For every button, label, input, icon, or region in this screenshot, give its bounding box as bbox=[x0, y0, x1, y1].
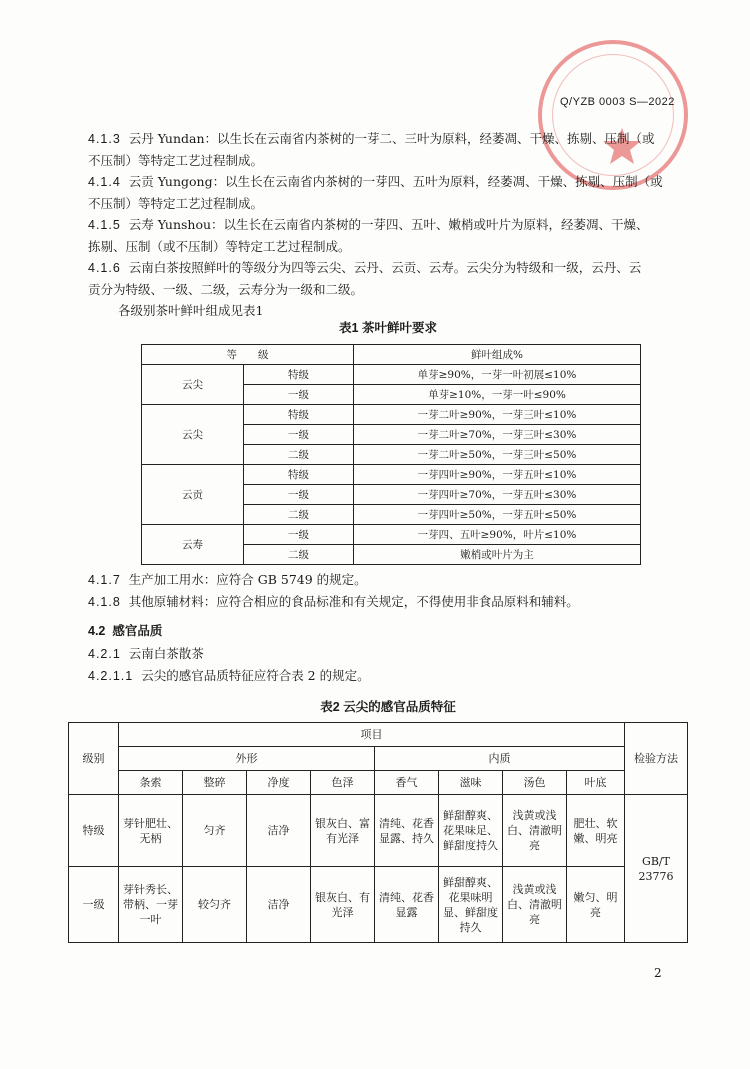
t1-level: 特级 bbox=[244, 405, 354, 425]
t2-cell: 嫩匀、明亮 bbox=[567, 867, 625, 943]
t1-value: 嫩梢或叶片为主 bbox=[354, 545, 641, 565]
t1-level: 二级 bbox=[244, 505, 354, 525]
clause-413-cont: 不压制）等特定工艺过程制成。 bbox=[88, 153, 264, 168]
t2-cell: 鲜甜醇爽、花果味足、鲜甜度持久 bbox=[439, 795, 503, 867]
t1-group-name: 云尖 bbox=[142, 405, 244, 465]
table2 bbox=[68, 722, 688, 943]
clause-415-cont: 拣剔、压制（或不压制）等特定工艺过程制成。 bbox=[88, 239, 351, 254]
t2-header-method: 检验方法 bbox=[625, 723, 688, 795]
t1-level: 特级 bbox=[244, 465, 354, 485]
t2-cell: 洁净 bbox=[247, 867, 311, 943]
t2-cell: 洁净 bbox=[247, 795, 311, 867]
t2-col-evenness: 整碎 bbox=[183, 771, 247, 795]
clause-414-cont: 不压制）等特定工艺过程制成。 bbox=[88, 196, 264, 211]
t1-level: 二级 bbox=[244, 545, 354, 565]
clause-418: 4.1.8 其他原辅材料：应符合相应的食品标准和有关规定，不得使用非食品原料和辅料。 bbox=[88, 594, 579, 609]
doc-number: Q/YZB 0003 S—2022 bbox=[560, 96, 675, 108]
t2-col-taste: 滋味 bbox=[439, 771, 503, 795]
t2-cell: 银灰白、富有光泽 bbox=[311, 795, 375, 867]
t1-value: 一芽二叶≥50%，一芽三叶≤50% bbox=[354, 445, 641, 465]
t2-cell: 清纯、花香显露 bbox=[375, 867, 439, 943]
t2-cell: 芽针秀长、带柄、一芽一叶 bbox=[119, 867, 183, 943]
section-42-heading: 4.2 感官品质 bbox=[88, 624, 163, 638]
table2-caption: 表2 云尖的感官品质特征 bbox=[320, 700, 456, 714]
t2-cell: 银灰白、有光泽 bbox=[311, 867, 375, 943]
t1-value: 单芽≥90%，一芽一叶初展≤10% bbox=[354, 365, 641, 385]
t1-level: 一级 bbox=[244, 485, 354, 505]
t1-value: 一芽二叶≥70%，一芽三叶≤30% bbox=[354, 425, 641, 445]
t1-level: 特级 bbox=[244, 365, 354, 385]
t2-header-item: 项目 bbox=[119, 723, 625, 747]
table1 bbox=[141, 344, 641, 565]
t2-row-grade: 特级 bbox=[69, 795, 119, 867]
t1-level: 二级 bbox=[244, 445, 354, 465]
t2-cell: 清纯、花香显露、持久 bbox=[375, 795, 439, 867]
clause-416: 4.1.6 云南白茶按照鲜叶的等级分为四等云尖、云丹、云贡、云寿。云尖分为特级和一级，云丹、云 bbox=[88, 260, 642, 275]
t1-level: 一级 bbox=[244, 525, 354, 545]
t1-header-grade: 等 级 bbox=[142, 345, 354, 365]
t2-header-quality: 内质 bbox=[375, 747, 625, 771]
clause-417: 4.1.7 生产加工用水：应符合 GB 5749 的规定。 bbox=[88, 572, 367, 587]
t1-value: 一芽二叶≥90%，一芽三叶≤10% bbox=[354, 405, 641, 425]
clause-421: 4.2.1 云南白茶散茶 bbox=[88, 646, 204, 661]
t2-row-grade: 一级 bbox=[69, 867, 119, 943]
t2-col-shape: 条索 bbox=[119, 771, 183, 795]
table1-caption: 表1 茶叶鲜叶要求 bbox=[339, 321, 437, 335]
t1-value: 一芽四叶≥70%，一芽五叶≤30% bbox=[354, 485, 641, 505]
clause-4211: 4.2.1.1 云尖的感官品质特征应符合表 2 的规定。 bbox=[88, 668, 370, 683]
t2-cell: 浅黄或浅白、清澈明亮 bbox=[503, 795, 567, 867]
t1-group-name: 云贡 bbox=[142, 465, 244, 525]
t1-value: 一芽四叶≥90%，一芽五叶≤10% bbox=[354, 465, 641, 485]
clause-415: 4.1.5 云寿 Yunshou：以生长在云南省内茶树的一芽四、五叶、嫩梢或叶片为原料，经萎凋、干燥、 bbox=[88, 217, 649, 232]
t2-method: GB/T 23776 bbox=[625, 795, 688, 943]
t2-cell: 匀齐 bbox=[183, 795, 247, 867]
t2-col-liquor: 汤色 bbox=[503, 771, 567, 795]
t1-level: 一级 bbox=[244, 385, 354, 405]
clauses-block-2 bbox=[88, 569, 688, 613]
t2-cell: 肥壮、软嫩、明亮 bbox=[567, 795, 625, 867]
t2-cell: 鲜甜醇爽、花果味明显、鲜甜度持久 bbox=[439, 867, 503, 943]
clause-414: 4.1.4 云贡 Yungong：以生长在云南省内茶树的一芽四、五叶为原料，经萎凋、干燥、拣剔、压制（或 bbox=[88, 174, 663, 189]
t2-col-cleanness: 净度 bbox=[247, 771, 311, 795]
t1-group-name: 云尖 bbox=[142, 365, 244, 405]
t2-col-aroma: 香气 bbox=[375, 771, 439, 795]
t1-value: 单芽≥10%，一芽一叶≤90% bbox=[354, 385, 641, 405]
clauses-block bbox=[88, 128, 688, 321]
t1-level: 一级 bbox=[244, 425, 354, 445]
t2-header-grade: 级别 bbox=[69, 723, 119, 795]
t1-header-composition: 鲜叶组成% bbox=[354, 345, 641, 365]
t2-col-color: 色泽 bbox=[311, 771, 375, 795]
page-number: 2 bbox=[654, 966, 662, 980]
t1-value: 一芽四叶≥50%，一芽五叶≤50% bbox=[354, 505, 641, 525]
t2-cell: 浅黄或浅白、清澈明亮 bbox=[503, 867, 567, 943]
t1-group-name: 云寿 bbox=[142, 525, 244, 565]
clause-416-cont: 贡分为特级、一级、二级，云寿分为一级和二级。 bbox=[88, 282, 364, 297]
clause-413: 4.1.3 云丹 Yundan：以生长在云南省内茶树的一芽二、三叶为原料，经萎凋、干燥、拣剔、压制（或 bbox=[88, 131, 655, 146]
ref-table1: 各级别茶叶鲜叶组成见表1 bbox=[118, 303, 264, 318]
t1-value: 一芽四、五叶≥90%，叶片≤10% bbox=[354, 525, 641, 545]
clauses-block-3 bbox=[88, 643, 688, 687]
t2-cell: 芽针肥壮、无柄 bbox=[119, 795, 183, 867]
t2-cell: 较匀齐 bbox=[183, 867, 247, 943]
t2-header-appearance: 外形 bbox=[119, 747, 375, 771]
t2-col-leaf: 叶底 bbox=[567, 771, 625, 795]
